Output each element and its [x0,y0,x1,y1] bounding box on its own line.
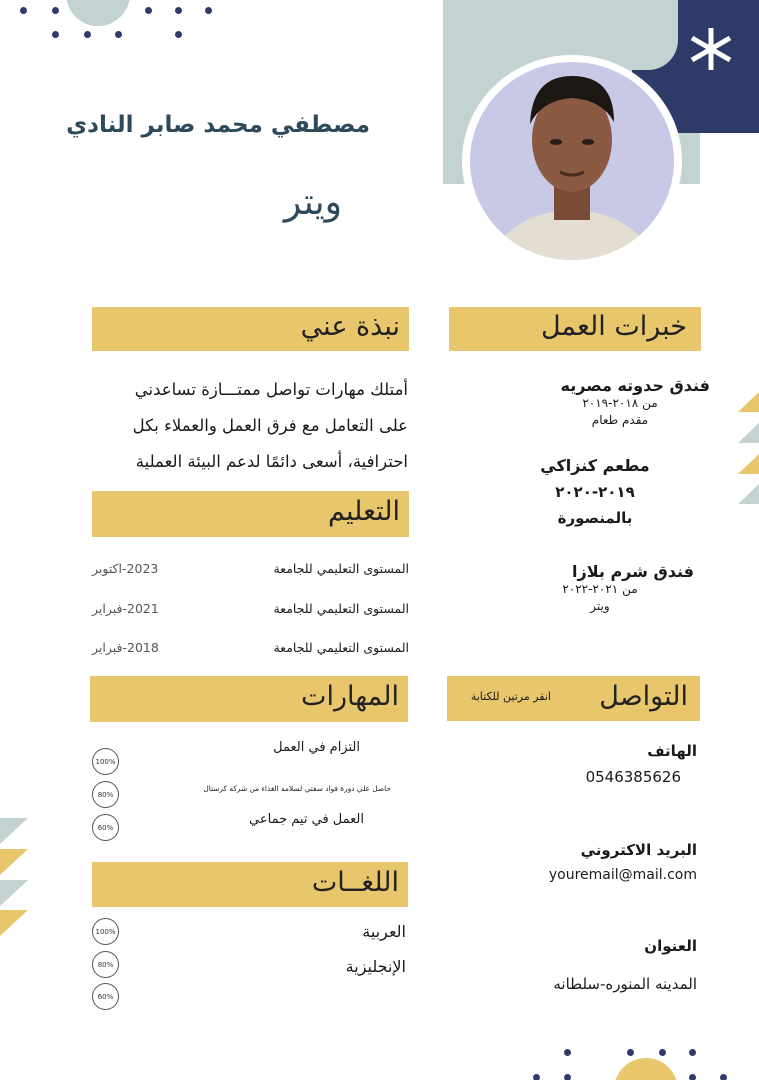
phone-label: الهاتف [647,742,697,760]
language-level-badge: 100% [92,918,119,945]
job-role: ويتر [590,599,610,613]
left-triangles-decoration [0,818,28,938]
skill-level-badge: 60% [92,814,119,841]
email-value: youremail@mail.com [548,867,697,883]
right-triangles-decoration [738,392,759,504]
about-line: أمتلك مهارات تواصل ممتـــازة تساعدني [134,380,408,399]
dot [52,7,59,14]
education-row [92,601,409,621]
address-label: العنوان [644,937,697,955]
dot [533,1074,540,1080]
education-row [92,640,409,660]
experience-title: خبرات العمل [540,311,687,342]
about-title: نبذة عني [300,311,400,342]
about-line: على التعامل مع فرق العمل والعملاء بكل [132,416,408,435]
job-role: مقدم طعام [591,413,649,427]
dot [175,31,182,38]
job-entry [505,456,685,527]
education-list [92,561,409,661]
language-level-badge: 80% [92,951,119,978]
job-place: فندق حدوته مصريه [560,376,710,395]
skill-level-badge: 80% [92,781,119,808]
person-name: مصطفي محمد صابر النادي [66,112,370,138]
languages-title: اللغــات [311,867,399,898]
dot [720,1074,727,1080]
dot [659,1049,666,1056]
education-date: 2023-اكتوبر [92,561,159,576]
dot [52,31,59,38]
language-label: الإنجليزية [345,957,406,976]
education-title: التعليم [328,496,400,527]
job-place: مطعم كنزاكي [540,456,650,475]
education-row [92,561,409,581]
bottom-right-decoration [530,1040,759,1080]
asterisk-icon [688,26,734,72]
dot [627,1049,634,1056]
about-text [60,372,408,480]
job-role: بالمنصورة [557,509,633,527]
job-title: ويتر [283,182,342,223]
job-period: ٢٠١٩-٢٠٢٠ [555,483,635,501]
education-label: المستوى التعليمي للجامعة [273,561,409,576]
skill-level-badge: 100% [92,748,119,775]
dot [689,1074,696,1080]
education-label: المستوى التعليمي للجامعة [273,640,409,655]
dot [20,7,27,14]
about-line: احترافية، أسعى دائمًا لدعم البيئة العملية [135,452,408,471]
dot [145,7,152,14]
top-left-decoration [0,0,230,45]
dot [205,7,212,14]
dot [115,31,122,38]
address-value: المدينه المنوره-سلطانه [553,975,697,993]
dot [175,7,182,14]
job-entry [530,562,700,613]
contact-hint[interactable]: انقر مرتين للكتابة [470,690,551,703]
job-place: فندق شرم بلازا [572,562,694,581]
skill-label: العمل في تيم جماعي [249,812,364,827]
yellow-half-circle [614,1058,678,1080]
language-label: العربية [362,922,406,941]
education-label: المستوى التعليمي للجامعة [273,601,409,616]
profile-photo [462,55,682,267]
language-level-badge: 60% [92,983,119,1010]
dot [564,1049,571,1056]
email-label: البريد الاكتروني [580,841,697,859]
job-period: من ٢٠٢١-٢٠٢٢ [562,582,638,596]
education-date: 2018-فبراير [92,640,159,655]
person-avatar-icon [470,62,674,260]
contact-title: التواصل [599,681,688,712]
dot [564,1074,571,1080]
dot [689,1049,696,1056]
dot [84,31,91,38]
phone-value: 0546385626 [585,768,681,786]
skill-label: حاصل علي دورة فواد سفتي لسلامه الغذاء من شركه كرستال [203,784,391,793]
sage-half-circle [66,0,130,26]
job-period: من ٢٠١٨-٢٠١٩ [582,396,658,410]
job-entry [520,376,720,427]
skills-title: المهارات [301,681,399,712]
education-date: 2021-فبراير [92,601,159,616]
skill-label: التزام في العمل [273,740,360,755]
